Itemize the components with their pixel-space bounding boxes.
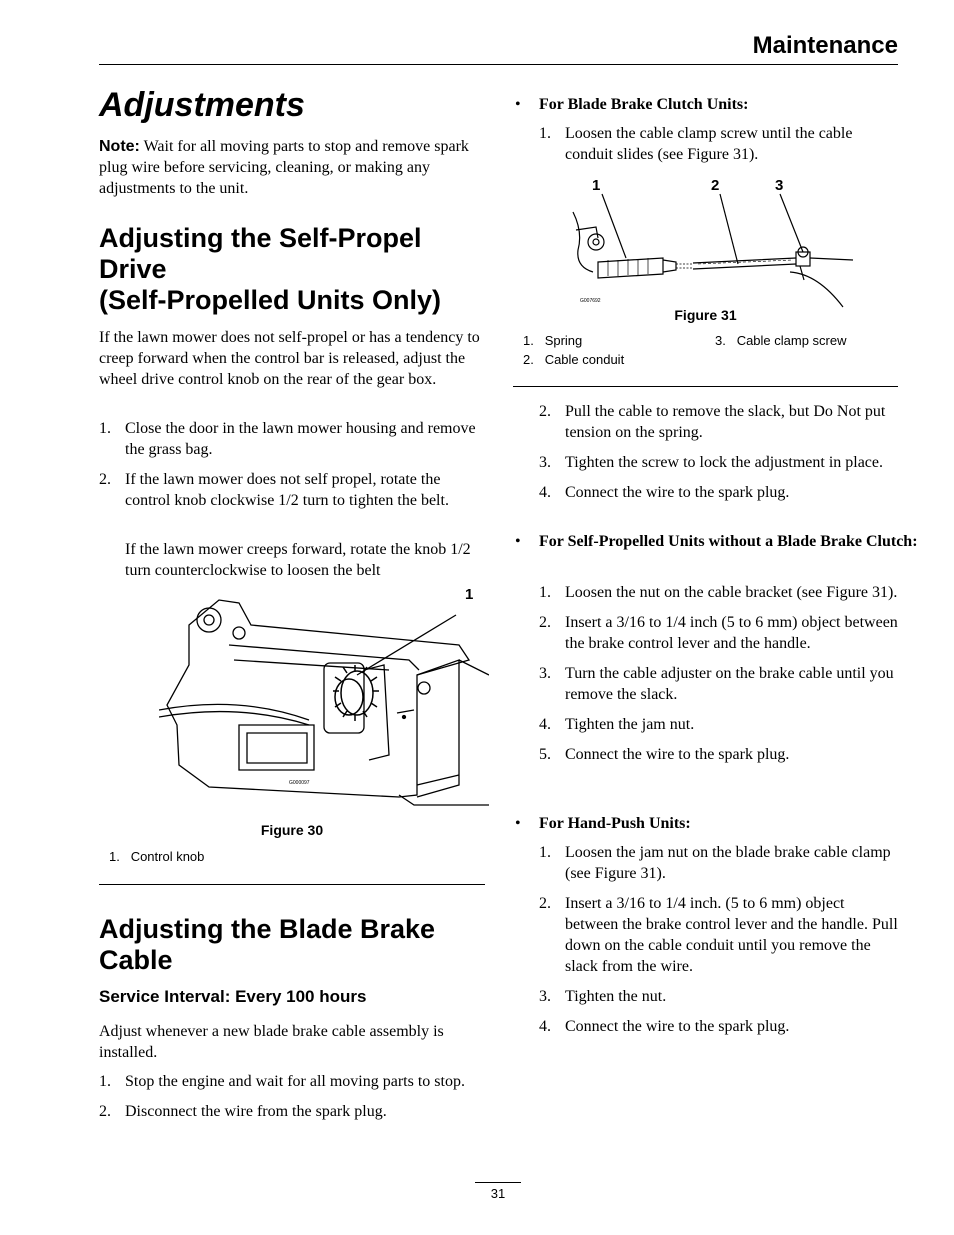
figure-callout: 1 bbox=[465, 586, 474, 603]
list-item: 4. Connect the wire to the spark plug. bbox=[539, 1018, 790, 1035]
note-label: Note: bbox=[99, 138, 140, 155]
figure-callout: 2 bbox=[711, 177, 720, 194]
figure-30-legend: 1. Control knob bbox=[109, 849, 205, 864]
page-number-rule bbox=[475, 1182, 521, 1183]
self-propel-intro: If the lawn mower does not self-propel or has a tendency to creep forward when the control bar is released, adjust the wheel drive control knob on the rear of the gear box. bbox=[99, 329, 480, 388]
figure-code: G000097 bbox=[289, 780, 310, 786]
bullet-self-propelled: • For Self-Propelled Units without a Blade Brake Clutch: bbox=[515, 533, 918, 550]
hand-push-steps bbox=[539, 842, 898, 1046]
page-title: Adjustments bbox=[99, 86, 305, 124]
list-item: 1. Loosen the nut on the cable bracket (see Figure 31). bbox=[539, 584, 898, 601]
list-item: 5. Connect the wire to the spark plug. bbox=[539, 746, 790, 763]
note-paragraph bbox=[99, 136, 484, 199]
blade-steps bbox=[99, 1071, 484, 1131]
list-item: 2. If the lawn mower does not self propel, rotate the control knob clockwise 1/2 turn to tighten the belt. bbox=[99, 471, 449, 509]
list-item: 4. Connect the wire to the spark plug. bbox=[539, 484, 790, 501]
figure-30-illustration bbox=[159, 585, 489, 815]
header-rule bbox=[99, 64, 898, 65]
heading-line-2: (Self-Propelled Units Only) bbox=[99, 285, 442, 315]
figure-30-caption: Figure 30 bbox=[260, 822, 324, 838]
section-heading-blade-brake: Adjusting the Blade Brake Cable bbox=[99, 914, 436, 975]
figure-31-caption: Figure 31 bbox=[674, 307, 737, 323]
figure-31-rule bbox=[513, 386, 898, 387]
figure-31-legend-3: 3. Cable clamp screw bbox=[715, 333, 847, 348]
self-propelled-steps bbox=[539, 582, 898, 774]
figure-code: G007692 bbox=[580, 298, 601, 304]
list-item: 1. Close the door in the lawn mower housing and remove the grass bag. bbox=[99, 420, 476, 458]
list-item: 2. Insert a 3/16 to 1/4 inch (5 to 6 mm) object between the brake control lever and the handle. bbox=[539, 614, 898, 652]
list-item: 3. Tighten the nut. bbox=[539, 988, 667, 1005]
bbc-steps-a bbox=[539, 123, 898, 174]
bbc-steps-b bbox=[539, 401, 898, 512]
section-heading-self-propel bbox=[99, 223, 489, 316]
list-item: 2. Disconnect the wire from the spark plug. bbox=[99, 1103, 387, 1120]
figure-31-illustration bbox=[568, 172, 858, 310]
self-propel-steps bbox=[99, 418, 484, 520]
step2-extra: If the lawn mower creeps forward, rotate the knob 1/2 turn counterclockwise to loosen the belt bbox=[125, 541, 471, 579]
service-interval: Service Interval: Every 100 hours bbox=[99, 987, 367, 1006]
heading-line-1: Adjusting the Self-Propel Drive bbox=[99, 223, 422, 284]
note-text: Wait for all moving parts to stop and remove spark plug wire before servicing, cleaning, or making any adjustments to the unit. bbox=[99, 138, 469, 197]
figure-31-legend-1: 1. Spring bbox=[523, 333, 583, 348]
list-item: 3. Turn the cable adjuster on the brake cable until you remove the slack. bbox=[539, 665, 894, 703]
list-item: 3. Tighten the screw to lock the adjustment in place. bbox=[539, 454, 884, 471]
section-header: Maintenance bbox=[752, 32, 898, 59]
page-number: 31 bbox=[490, 1186, 506, 1201]
figure-30-rule bbox=[99, 884, 485, 885]
figure-callout: 1 bbox=[592, 177, 601, 194]
list-item: 1. Loosen the cable clamp screw until the cable conduit slides (see Figure 31). bbox=[539, 125, 853, 163]
list-item: 2. Pull the cable to remove the slack, but Do Not put tension on the spring. bbox=[539, 403, 886, 441]
bullet-bbc: • For Blade Brake Clutch Units: bbox=[515, 96, 749, 113]
list-item: 1. Loosen the jam nut on the blade brake cable clamp (see Figure 31). bbox=[539, 844, 891, 882]
blade-intro: Adjust whenever a new blade brake cable assembly is installed. bbox=[99, 1023, 444, 1061]
figure-callout: 3 bbox=[775, 177, 784, 194]
list-item: 2. Insert a 3/16 to 1/4 inch. (5 to 6 mm) object between the brake control lever and the handle. Pull down on the cable conduit until you remove the slack from the wire. bbox=[539, 895, 898, 975]
list-item: 1. Stop the engine and wait for all moving parts to stop. bbox=[99, 1073, 465, 1090]
bullet-hand-push: • For Hand-Push Units: bbox=[515, 815, 691, 832]
list-item: 4. Tighten the jam nut. bbox=[539, 716, 695, 733]
figure-31-legend-2: 2. Cable conduit bbox=[523, 352, 625, 367]
